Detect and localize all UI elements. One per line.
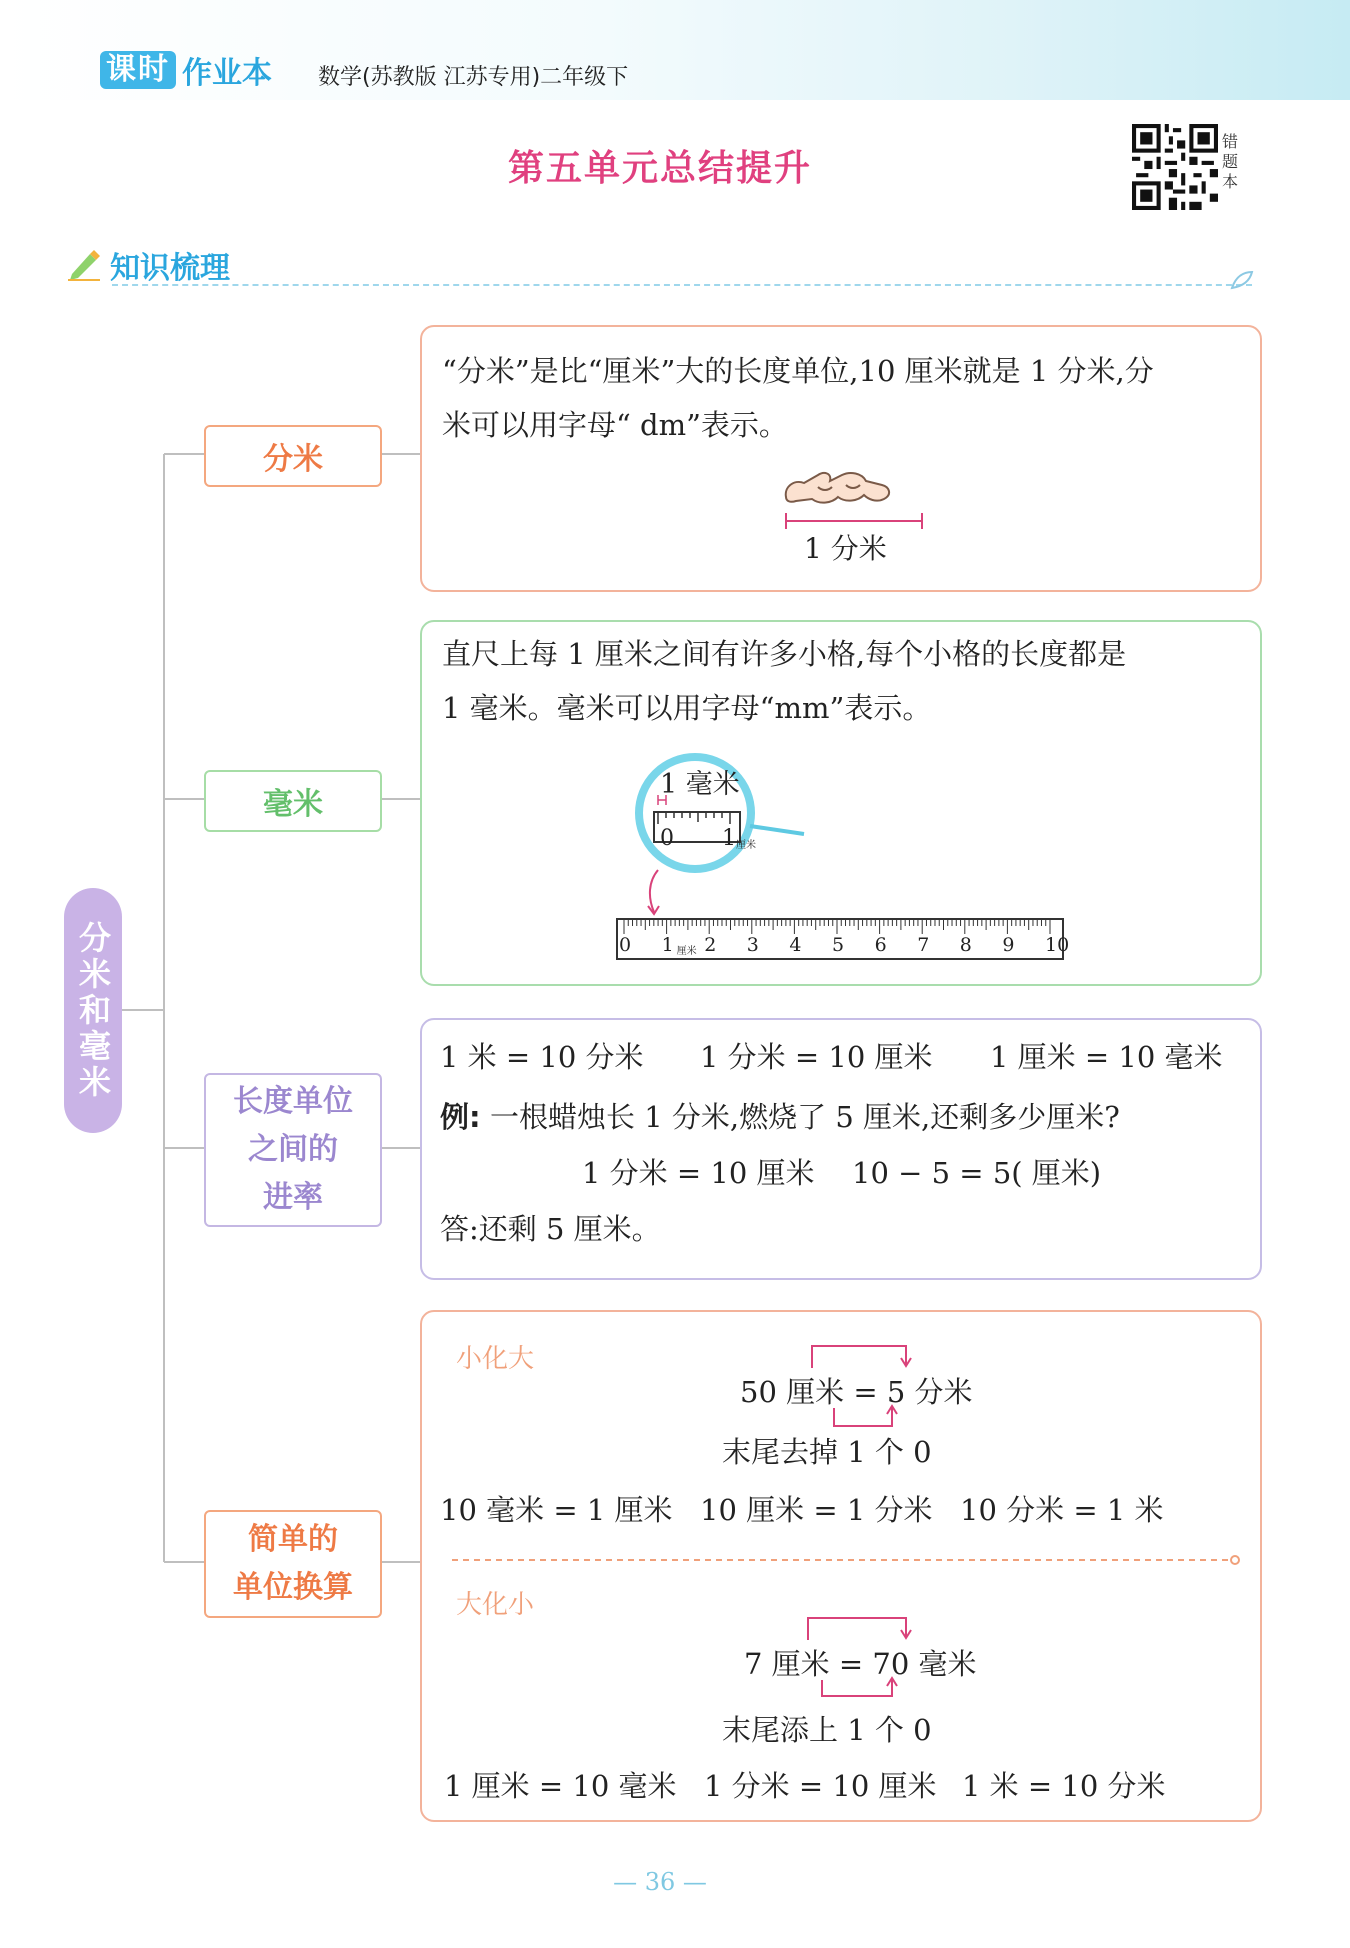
- node-rate-line: 之间的: [248, 1132, 338, 1167]
- dm-text-line: “分米”是比“厘米”大的长度单位,10 厘米就是 1 分米,分: [442, 354, 1154, 388]
- pointer-arrow-icon: [640, 868, 670, 918]
- dashed-divider: [452, 1554, 1242, 1566]
- ruler-tick-label: 10: [1045, 934, 1070, 956]
- card-decimeter: [420, 325, 1262, 592]
- big-to-small-label: 大化小: [456, 1590, 535, 1620]
- mm-text-line: 直尺上每 1 厘米之间有许多小格,每个小格的长度都是: [442, 637, 1127, 671]
- node-millimeter: 毫米: [204, 770, 382, 832]
- node-conv-line: 单位换算: [233, 1570, 353, 1605]
- hand-measure-icon: [772, 457, 932, 517]
- s2b-equation: 50 厘米 = 5 分米: [740, 1375, 973, 1409]
- node-unit-conversion: [204, 1510, 382, 1618]
- s2b-example: 10 分米 = 1 米: [960, 1493, 1164, 1527]
- book-title: 数学(苏教版 江苏专用)二年级下: [318, 65, 629, 90]
- b2s-example: 1 分米 = 10 厘米: [704, 1769, 937, 1803]
- b2s-note: 末尾添上 1 个 0: [722, 1713, 932, 1747]
- page-number-value: 36: [644, 1868, 676, 1896]
- mm-text-line: 1 毫米。毫米可以用字母“mm”表示。: [442, 691, 932, 725]
- ruler-tick-label: 8: [959, 934, 972, 956]
- card-conversion: [420, 1310, 1262, 1822]
- magnifier-one: 1: [722, 826, 736, 851]
- example-label: 例:: [440, 1100, 481, 1134]
- answer-text: 答:还剩 5 厘米。: [440, 1212, 661, 1246]
- magnifier-zero: 0: [660, 826, 674, 851]
- node-rate-line: 进率: [263, 1180, 323, 1215]
- node-decimeter: 分米: [204, 425, 382, 487]
- dm-caption: 1 分米: [804, 532, 887, 565]
- b2s-example: 1 厘米 = 10 毫米: [444, 1769, 677, 1803]
- magnifier-label: 1 毫米: [660, 769, 740, 800]
- example-text: 一根蜡烛长 1 分米,燃烧了 5 厘米,还剩多少厘米?: [490, 1100, 1120, 1134]
- rate-eq: 1 分米 = 10 厘米: [700, 1040, 933, 1074]
- ruler-tick-label: 0: [619, 934, 632, 956]
- node-conv-line: 简单的: [248, 1522, 338, 1557]
- solution-step: 10 − 5 = 5( 厘米): [852, 1156, 1102, 1190]
- unit-title: 第五单元总结提升: [507, 148, 812, 189]
- rate-eq: 1 米 = 10 分米: [440, 1040, 644, 1074]
- dm-text-line: 米可以用字母“ dm”表示。: [442, 408, 788, 442]
- s2b-example: 10 毫米 = 1 厘米: [440, 1493, 673, 1527]
- ruler-tick-label: 2: [704, 934, 717, 956]
- s2b-note: 末尾去掉 1 个 0: [722, 1435, 932, 1469]
- ruler-tick-label: 9: [1002, 934, 1015, 956]
- solution-step: 1 分米 = 10 厘米: [582, 1156, 815, 1190]
- logo-box: 课时: [100, 51, 176, 89]
- ruler-tick-label: 4: [789, 934, 802, 956]
- ruler-tick-label: 7: [917, 934, 930, 956]
- small-to-big-label: 小化大: [456, 1344, 535, 1374]
- s2b-example: 10 厘米 = 1 分米: [700, 1493, 933, 1527]
- ruler-unit-label: 厘米: [676, 946, 697, 957]
- ruler-tick-label: 5: [832, 934, 845, 956]
- ruler-tick-label: 3: [746, 934, 759, 956]
- logo-text: 作业本: [182, 56, 272, 91]
- b2s-equation: 7 厘米 = 70 毫米: [744, 1647, 977, 1681]
- section-title: 知识梳理: [110, 251, 230, 286]
- card-millimeter: [420, 620, 1262, 986]
- qr-label: 错题本: [1222, 132, 1239, 191]
- ruler-tick-label: 6: [874, 934, 887, 956]
- node-rate-line: 长度单位: [233, 1084, 353, 1119]
- node-unit-rate: [204, 1073, 382, 1227]
- page-number: — 36 —: [613, 1868, 707, 1896]
- magnifier-unit: 厘米: [736, 840, 756, 851]
- mindmap-root: 分米和毫米: [64, 888, 122, 1133]
- rate-eq: 1 厘米 = 10 毫米: [990, 1040, 1223, 1074]
- ruler-tick-label: 1: [661, 934, 674, 956]
- card-unit-rate: [420, 1018, 1262, 1280]
- b2s-example: 1 米 = 10 分米: [962, 1769, 1166, 1803]
